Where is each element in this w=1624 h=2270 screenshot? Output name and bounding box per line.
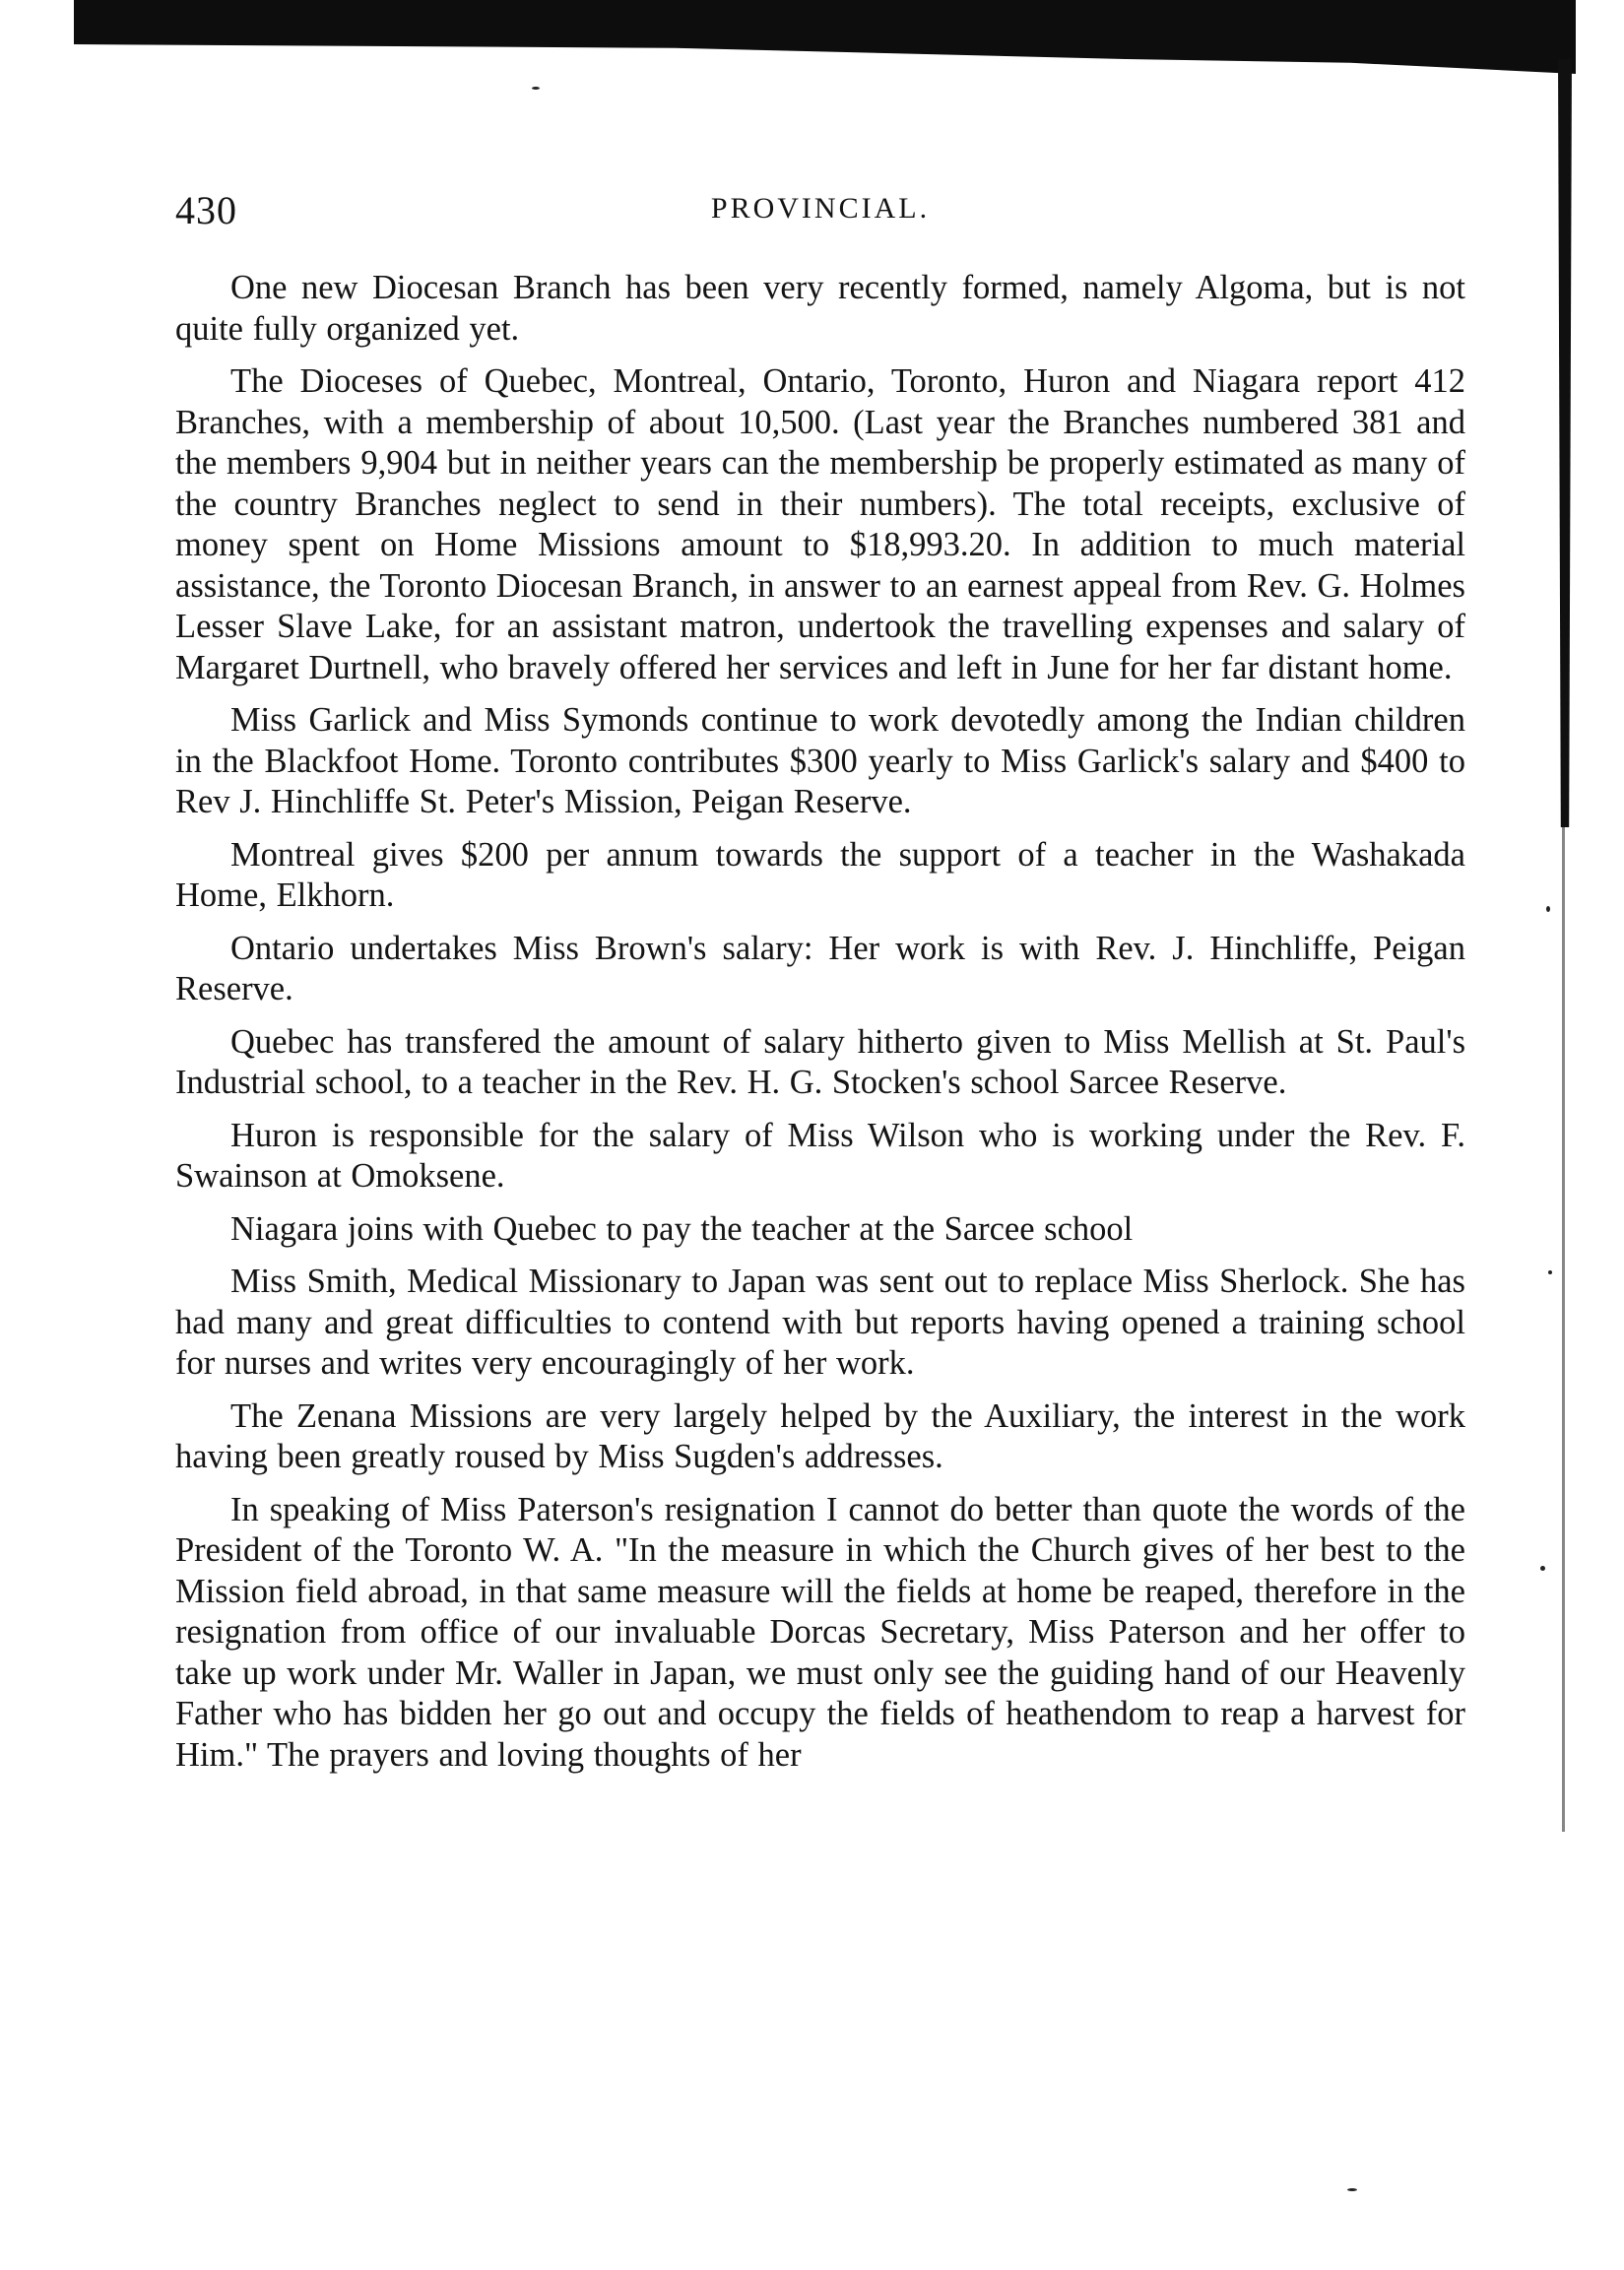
paragraph-zenana-missions: The Zenana Missions are very largely helped by the Auxiliary, the interest in the work having been greatly roused by Miss Sugden's addresses. [175,1396,1465,1475]
body-text [175,268,1465,1787]
paragraph-blackfoot-home: Miss Garlick and Miss Symonds continue to work devotedly among the Indian children in the Blackfoot Home. Toronto contributes $300 yearly to Miss Garlick's salary and $400 to Rev J. Hinchliffe St. Peter's Mission, Peigan Reserve. [175,701,1465,820]
paragraph-huron: Huron is responsible for the salary of Miss Wilson who is working under the Rev. F. Swainson at Omoksene. [175,1116,1465,1195]
page-number: 430 [175,188,237,232]
scan-right-border [1558,59,1572,827]
scan-top-border [74,0,1576,74]
page-header [175,187,1465,246]
paragraph-ontario: Ontario undertakes Miss Brown's salary: Her work is with Rev. J. Hinchliffe, Peigan Reserve. [175,929,1465,1007]
running-head: PROVINCIAL. [710,192,931,225]
paragraph-dioceses-report: The Dioceses of Quebec, Montreal, Ontario, Toronto, Huron and Niagara report 412 Branches, with a membership of about 10,500. (Last year the Branches numbered 381 and the members 9,904 but in neither years can the membership be properly estimated as many of the country Branches neglect to send in their numbers). The total receipts, exclusive of money spent on Home Missions amount to $18,993.20. In addition to much material assistance, the Toronto Diocesan Branch, in answer to an earnest appeal from Rev. G. Holmes Lesser Slave Lake, for an assistant matron, undertook the travelling expenses and salary of Margaret Durtnell, who bravely offered her services and left in June for her far distant home. [175,362,1465,686]
paragraph-quebec: Quebec has transfered the amount of salary hitherto given to Miss Mellish at St. Paul's Industrial school, to a teacher in the Rev. H. G. Stocken's school Sarcee Reserve. [175,1022,1465,1101]
paragraph-miss-paterson: In speaking of Miss Paterson's resignation I cannot do better than quote the words of the President of the Toronto W. A. "In the measure in which the Church gives of her best to the Mission field abroad, in that same measure will the fields at home be reaped, therefore in the resignation from office of our invaluable Dorcas Secretary, Miss Paterson and her offer to take up work under Mr. Waller in Japan, we must only see the guiding hand of our Heavenly Father who has bidden her go out and occupy the fields of heathendom to reap a harvest for Him." The prayers and loving thoughts of her [175,1490,1465,1774]
scan-right-border-faint [1562,827,1565,1832]
paragraph-montreal: Montreal gives $200 per annum towards the support of a teacher in the Washakada Home, Elkhorn. [175,835,1465,914]
paragraph-algoma: One new Diocesan Branch has been very recently formed, namely Algoma, but is not quite fully organized yet. [175,269,1465,348]
paragraph-niagara: Niagara joins with Quebec to pay the teacher at the Sarcee school [230,1209,1134,1248]
paragraph-miss-smith: Miss Smith, Medical Missionary to Japan was sent out to replace Miss Sherlock. She has had many and great difficulties to contend with but reports having opened a training school for nurses and writes very encouragingly of her work. [175,1263,1465,1382]
